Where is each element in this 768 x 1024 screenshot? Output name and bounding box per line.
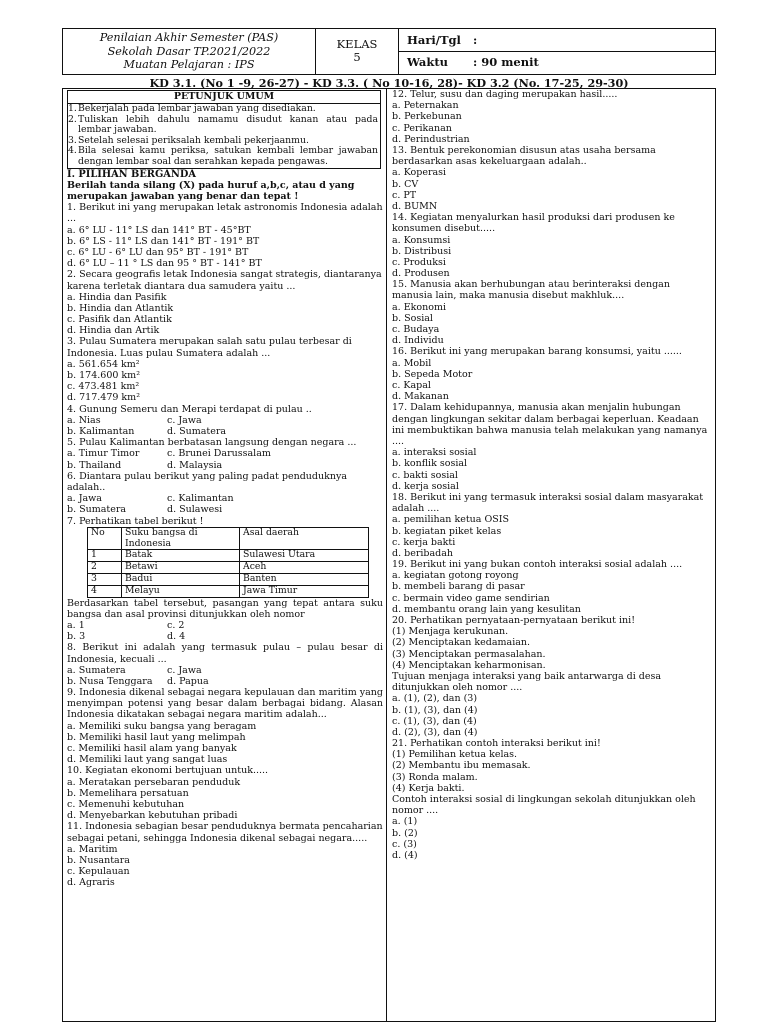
- statement: (2) Menciptakan kedamaian.: [392, 637, 531, 649]
- question-followup: Tujuan menjaga interaksi yang baik antarwarga di desa ditunjukkan oleh nomor ....: [392, 670, 662, 694]
- option-a: a. kegiatan gotong royong: [392, 570, 519, 582]
- question-1: [67, 202, 383, 269]
- option-d: d. Sulawesi: [167, 504, 223, 516]
- option-c: c. Jawa: [167, 414, 202, 426]
- question-17: [392, 402, 713, 492]
- option-d: d. Menyebarkan kebutuhan pribadi: [67, 810, 238, 822]
- option-c: c. 473.481 km²: [67, 381, 140, 393]
- option-a: a. Memiliki suku bangsa yang beragam: [67, 720, 257, 732]
- option-c: c. Jawa: [167, 664, 202, 676]
- school-info: [63, 29, 316, 75]
- option-c: c. Budaya: [392, 324, 440, 336]
- option-b: b. Sosial: [392, 312, 433, 324]
- instruction-item: 1. Bekerjalah pada lembar jawaban yang disediakan.: [68, 103, 316, 114]
- option-a: a. Timur Timor: [67, 448, 140, 460]
- statement: (3) Menciptakan permasalahan.: [392, 648, 546, 660]
- option-c: c. Memenuhi kebutuhan: [67, 799, 185, 810]
- option-c: c. 6° LU - 6° LU dan 95° BT - 191° BT: [67, 246, 249, 258]
- statement: (2) Membantu ibu memasak.: [392, 760, 531, 772]
- statement: (1) Menjaga kerukunan.: [392, 626, 509, 638]
- option-b: b. Nusantara: [67, 854, 130, 866]
- table-row: 2 Betawi Aceh: [88, 562, 369, 574]
- question-10: [67, 765, 383, 821]
- statement: (1) Pemilihan ketua kelas.: [392, 749, 518, 761]
- option-a: a. Peternakan: [392, 100, 459, 112]
- option-a: a. Sumatera: [67, 664, 126, 676]
- option-a: a. (1), (2), dan (3): [392, 693, 478, 705]
- option-a: a. Maritim: [67, 843, 118, 855]
- option-d: d. Sumatera: [167, 426, 227, 438]
- option-d: d. beribadah: [392, 547, 454, 559]
- option-b: b. 3: [67, 631, 86, 643]
- option-b: b. Sumatera: [67, 504, 127, 516]
- option-d: d. Individu: [392, 335, 444, 347]
- question-20: [392, 615, 713, 738]
- option-d: d. kerja sosial: [392, 480, 459, 492]
- option-c: c. Kapal: [392, 379, 431, 391]
- question-8: [67, 642, 383, 687]
- option-d: d. Perindustrian: [392, 133, 470, 145]
- table-row: 1 Batak Sulawesi Utara: [88, 550, 369, 562]
- option-a: a. Ekonomi: [392, 301, 446, 313]
- question-text: 18. Berikut ini yang termasuk interaksi sosial dalam masyarakat adalah ....: [392, 491, 704, 515]
- date-row: [399, 30, 715, 51]
- option-b: b. 6° LS - 11° LS dan 141° BT - 191° BT: [67, 235, 260, 247]
- column-divider: [386, 89, 387, 1021]
- section-title: I. PILIHAN BERGANDA: [67, 168, 196, 180]
- option-c: c. Kepulauan: [67, 866, 130, 878]
- question-followup: Contoh interaksi sosial di lingkungan sekolah ditunjukkan oleh nomor ....: [392, 794, 696, 817]
- question-text: 8. Berikut ini adalah yang termasuk pulau – pulau besar di Indonesia, kecuali ...: [67, 642, 383, 665]
- statement: (3) Ronda malam.: [392, 771, 478, 783]
- question-9: [67, 687, 383, 765]
- instruction-item: 4. Bila selesai kamu periksa, satukan kembali lembar jawaban dengan lembar soal dan serahkan kepada pengawas.: [68, 145, 378, 167]
- option-a: a. Konsumsi: [392, 234, 451, 246]
- option-c: c. Memiliki hasil alam yang banyak: [67, 743, 237, 755]
- option-c: c. Brunei Darussalam: [167, 448, 271, 460]
- option-a: a. 6° LU - 11° LS dan 141° BT - 45°BT: [67, 224, 251, 236]
- option-c: c. bermain video game sendirian: [392, 592, 550, 604]
- option-b: b. Memelihara persatuan: [67, 787, 189, 799]
- question-16: [392, 346, 713, 402]
- option-a: a. Nias: [67, 414, 101, 426]
- question-text: 6. Diantara pulau berikut yang paling padat penduduknya adalah..: [67, 470, 348, 493]
- option-c: c. Produksi: [392, 256, 446, 268]
- exam-header: [62, 28, 716, 75]
- question-13: [392, 145, 713, 212]
- question-15: [392, 279, 713, 346]
- question-12: [392, 89, 713, 145]
- option-b: b. membeli barang di pasar: [392, 581, 525, 593]
- option-b: b. Memiliki hasil laut yang melimpah: [67, 731, 246, 743]
- question-18: [392, 492, 713, 559]
- time-value: : 90 menit: [473, 55, 539, 70]
- option-d: d. Malaysia: [167, 459, 223, 471]
- option-a: a. Hindia dan Pasifik: [67, 291, 167, 303]
- question-text: 20. Perhatikan pernyataan-pernyataan berikut ini!: [392, 615, 636, 626]
- subject: Muatan Pelajaran : IPS: [123, 58, 255, 71]
- exam-title: Penilaian Akhir Semester (PAS): [99, 31, 279, 44]
- table-row: 3 Badui Banten: [88, 573, 369, 585]
- option-a: a. interaksi sosial: [392, 447, 477, 459]
- option-b: b. Distribusi: [392, 245, 452, 257]
- question-followup: Berdasarkan tabel tersebut, pasangan yang tepat antara suku bangsa dan asal provinsi ditunjukkan oleh nomor: [67, 597, 383, 620]
- class-label: KELAS: [336, 37, 378, 52]
- option-b: b. (1), (3), dan (4): [392, 704, 478, 716]
- option-d: d. BUMN: [392, 200, 438, 212]
- option-b: b. Thailand: [67, 459, 122, 471]
- question-text: 15. Manusia akan berhubungan atau berinteraksi dengan manusia lain, maka manusia disebut makhluk....: [392, 279, 670, 302]
- instruction-item: 3. Setelah selesai periksalah kembali pekerjaanmu.: [68, 134, 309, 146]
- option-d: d. Memiliki laut yang sangat luas: [67, 754, 228, 766]
- option-d: d. membantu orang lain yang kesulitan: [392, 603, 581, 615]
- option-c: c. (1), (3), dan (4): [392, 715, 477, 727]
- option-b: b. Hindia dan Atlantik: [67, 302, 174, 314]
- question-19: [392, 559, 713, 615]
- question-text: 11. Indonesia sebagian besar penduduknya bermata pencaharian sebagai petani, sehingga Indonesia dikenal sebagai negara.....: [67, 821, 383, 844]
- question-2: [67, 269, 383, 336]
- question-21: [392, 738, 713, 861]
- question-text: 17. Dalam kehidupannya, manusia akan menjalin hubungan dengan lingkungan sekitar dalam berbagai keperluan. Keadaan ini membuktikan bahwa manusia telah melakukan yang namanya ....: [392, 402, 708, 447]
- question-5: [67, 437, 383, 471]
- option-c: c. (3): [392, 838, 417, 850]
- question-4: [67, 404, 383, 438]
- question-text: 21. Perhatikan contoh interaksi berikut ini!: [392, 738, 601, 750]
- question-text: 19. Berikut ini yang bukan contoh interaksi sosial adalah ....: [392, 559, 683, 571]
- option-b: b. Kalimantan: [67, 426, 135, 438]
- class-box: [316, 29, 399, 75]
- statement: (4) Kerja bakti.: [392, 782, 465, 794]
- ethnic-table: [87, 527, 369, 598]
- option-c: c. 2: [167, 619, 185, 631]
- right-column: [392, 89, 713, 861]
- option-b: b. kegiatan piket kelas: [392, 525, 502, 537]
- option-d: d. (4): [392, 850, 418, 861]
- question-columns: [62, 88, 716, 1022]
- option-d: d. Agraris: [67, 877, 115, 889]
- option-a: a. (1): [392, 816, 418, 828]
- option-b: b. 174.600 km²: [67, 370, 140, 382]
- option-d: d. (2), (3), dan (4): [392, 726, 478, 738]
- option-d: d. Makanan: [392, 391, 449, 403]
- option-b: b. Nusa Tenggara: [67, 675, 153, 687]
- question-14: [392, 212, 713, 279]
- statement: (4) Menciptakan keharmonisan.: [392, 659, 546, 671]
- question-11: [67, 821, 383, 888]
- section-instruction: Berilah tanda silang (X) pada huruf a,b,c, atau d yang merupakan jawaban yang benar dan tepat !: [67, 179, 355, 202]
- option-c: c. bakti sosial: [392, 469, 458, 481]
- option-b: b. CV: [392, 178, 419, 190]
- option-a: a. Jawa: [67, 493, 102, 505]
- question-7: [67, 516, 383, 643]
- question-text: 13. Bentuk perekonomian disusun atas usaha bersama berdasarkan asas kekeluargaan adalah..: [392, 144, 656, 168]
- option-d: d. Hindia dan Artik: [67, 325, 160, 337]
- table-row: 4 Melayu Jawa Timur: [88, 585, 369, 597]
- time-label: Waktu: [407, 55, 449, 70]
- date-label: Hari/Tgl: [407, 33, 461, 48]
- option-a: a. 1: [67, 619, 85, 631]
- option-b: b. Sepeda Motor: [392, 368, 473, 380]
- instruction-item: 2. Tuliskan lebih dahulu namamu disudut kanan atau pada lembar jawaban.: [68, 113, 378, 136]
- question-text: 14. Kegiatan menyalurkan hasil produksi dari produsen ke konsumen disebut.....: [392, 212, 675, 235]
- question-text: 4. Gunung Semeru dan Merapi terdapat di pulau ..: [67, 403, 312, 415]
- option-a: a. pemilihan ketua OSIS: [392, 514, 510, 526]
- question-text: 16. Berikut ini yang merupakan barang konsumsi, yaitu ......: [392, 346, 682, 358]
- option-a: a. 561.654 km²: [67, 358, 140, 370]
- option-c: c. kerja bakti: [392, 536, 456, 548]
- date-time-box: [399, 29, 716, 75]
- option-c: c. Pasifik dan Atlantik: [67, 314, 172, 326]
- class-value: 5: [353, 50, 361, 65]
- option-a: a. Mobil: [392, 357, 432, 369]
- option-d: d. 717.479 km²: [67, 392, 140, 404]
- question-text: 3. Pulau Sumatera merupakan salah satu pulau terbesar di Indonesia. Luas pulau Sumatera adalah ...: [67, 336, 352, 359]
- option-d: d. Produsen: [392, 268, 450, 280]
- option-a: a. Meratakan persebaran penduduk: [67, 776, 241, 788]
- option-c: c. Perikanan: [392, 122, 452, 134]
- option-d: d. 4: [167, 631, 186, 643]
- time-row: [399, 51, 715, 73]
- instructions-title: PETUNJUK UMUM: [68, 91, 380, 104]
- question-3: [67, 336, 383, 403]
- option-b: b. (2): [392, 827, 418, 839]
- question-text: 9. Indonesia dikenal sebagai negara kepulauan dan maritim yang menyimpan potensi yang besar dalam berbagai bidang. Alasan Indonesia dikatakan sebagai negara maritim adalah...: [67, 687, 383, 721]
- table-header: No Suku bangsa di Indonesia Asal daerah: [88, 527, 369, 550]
- option-c: c. PT: [392, 189, 417, 201]
- option-a: a. Koperasi: [392, 167, 447, 179]
- question-text: 2. Secara geografis letak Indonesia sangat strategis, diantaranya karena terletak diantara dua samudera yaitu ...: [67, 269, 382, 292]
- question-6: [67, 471, 383, 516]
- question-text: 1. Berikut ini yang merupakan letak astronomis Indonesia adalah ...: [67, 202, 383, 225]
- option-c: c. Kalimantan: [167, 493, 234, 505]
- kd-line: KD 3.1. (No 1 -9, 26-27) - KD 3.3. ( No 10-16, 28)- KD 3.2 (No. 17-25, 29-30): [149, 75, 629, 90]
- option-b: b. konflik sosial: [392, 458, 468, 470]
- instructions-box: [67, 90, 381, 169]
- exam-page: [62, 28, 716, 889]
- option-b: b. Perkebunan: [392, 111, 462, 123]
- left-column: [67, 89, 383, 889]
- question-text: 5. Pulau Kalimantan berbatasan langsung dengan negara ...: [67, 437, 357, 449]
- option-d: d. 6° LU – 11 ° LS dan 95 ° BT - 141° BT: [67, 258, 262, 270]
- school-year: Sekolah Dasar TP.2021/2022: [107, 44, 271, 58]
- option-d: d. Papua: [167, 675, 209, 687]
- date-value: :: [473, 33, 478, 48]
- question-text: 7. Perhatikan tabel berikut !: [67, 515, 204, 527]
- question-text: 10. Kegiatan ekonomi bertujuan untuk.....: [67, 765, 269, 777]
- question-text: 12. Telur, susu dan daging merupakan hasil.....: [392, 89, 618, 100]
